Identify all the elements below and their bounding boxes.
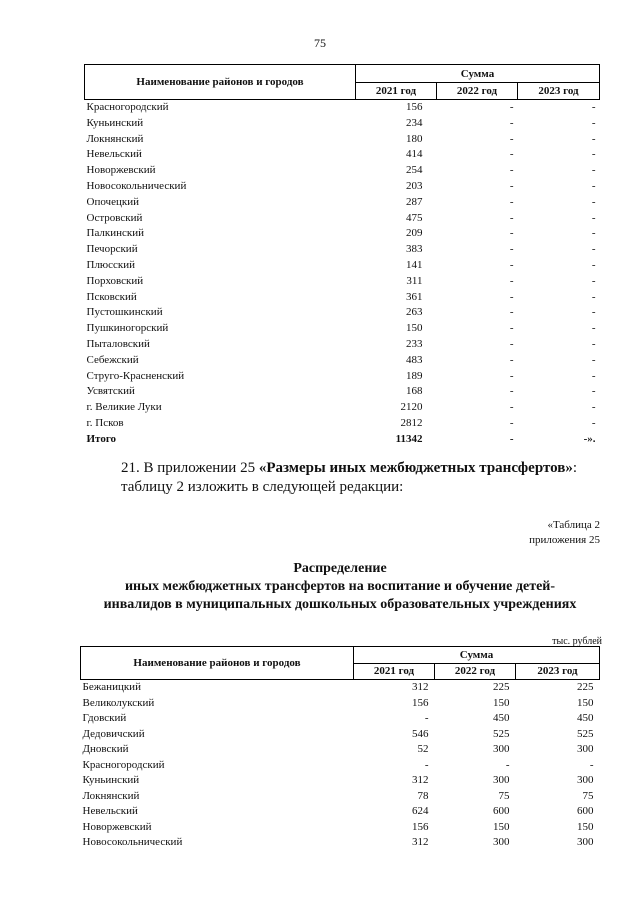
- row-value-2021: -: [424, 758, 429, 771]
- row-value-2021: 254: [406, 164, 423, 177]
- transfers-table-1: [84, 64, 600, 448]
- row-value-2021: 483: [406, 353, 423, 366]
- row-name-cell: Красногородский: [82, 758, 165, 771]
- table-row: [85, 290, 600, 306]
- row-value-2023: -: [591, 353, 596, 366]
- row-name-cell: Плюсский: [86, 258, 136, 271]
- total-value-2021: 11342: [395, 432, 423, 445]
- row-value-2022: -: [509, 101, 514, 113]
- row-name-cell: Палкинский: [86, 227, 145, 240]
- table-row: [81, 696, 600, 712]
- column-header-sum: Сумма: [354, 647, 600, 664]
- row-value-2022: -: [509, 306, 514, 319]
- row-value-2023: -: [591, 274, 596, 287]
- row-value-2022: 150: [493, 696, 510, 709]
- table-row: [85, 274, 600, 290]
- row-value-2023: -: [589, 758, 594, 771]
- row-value-2023: -: [591, 416, 596, 429]
- transfers-table-2: [80, 646, 600, 851]
- table-row: [85, 400, 600, 416]
- column-header-2021: 2021 год: [354, 663, 435, 680]
- row-value-2022: -: [509, 148, 514, 161]
- table-row: [81, 742, 600, 758]
- row-name-cell: Струго-Красненский: [86, 369, 185, 382]
- heading-line3: инвалидов в муниципальных дошкольных образовательных учреждениях: [103, 597, 577, 612]
- table-row: [85, 116, 600, 132]
- total-row: [85, 432, 600, 448]
- row-value-2021: 168: [406, 385, 423, 398]
- row-value-2021: 156: [406, 101, 423, 113]
- table-row: [85, 353, 600, 369]
- row-value-2021: 141: [406, 258, 423, 271]
- row-value-2022: 300: [493, 743, 510, 755]
- column-header-2022: 2022 год: [437, 83, 518, 100]
- table-row: [85, 305, 600, 321]
- table-row: [85, 147, 600, 163]
- table-row: [85, 337, 600, 353]
- row-value-2022: -: [509, 227, 514, 240]
- total-label: Итого: [86, 432, 117, 445]
- paragraph-bold-title: «Размеры иных межбюджетных трансфертов»: [258, 460, 573, 476]
- table-row: [85, 369, 600, 385]
- row-name-cell: Пушкиногорский: [86, 322, 169, 335]
- row-name-cell: Невельский: [86, 148, 142, 161]
- row-name-cell: Красногородский: [86, 101, 169, 113]
- row-value-2022: -: [509, 211, 514, 224]
- column-header-name: Наименование районов и городов: [85, 65, 356, 100]
- column-header-sum: Сумма: [356, 65, 600, 83]
- row-value-2021: 234: [406, 116, 423, 129]
- table-row: [85, 163, 600, 179]
- row-value-2021: 312: [412, 836, 429, 848]
- row-value-2021: 156: [412, 820, 429, 833]
- row-name-cell: Локнянский: [86, 132, 144, 145]
- row-value-2023: -: [591, 258, 596, 271]
- row-name-cell: Новоржевский: [86, 164, 156, 177]
- row-value-2021: 189: [406, 369, 423, 382]
- row-name-cell: Новосокольнический: [82, 836, 183, 848]
- table-row: [81, 680, 600, 696]
- row-name-cell: Куньинский: [86, 116, 144, 129]
- row-value-2023: -: [591, 132, 596, 145]
- row-name-cell: Великолукский: [82, 696, 155, 709]
- table-row: [85, 195, 600, 211]
- row-value-2021: 156: [412, 696, 429, 709]
- row-value-2023: -: [591, 322, 596, 335]
- column-header-2023: 2023 год: [518, 83, 600, 100]
- table-row: [85, 321, 600, 337]
- row-value-2022: -: [509, 337, 514, 350]
- total-value-2023: -».: [583, 432, 596, 445]
- row-name-cell: Гдовский: [82, 712, 127, 724]
- row-value-2022: -: [509, 416, 514, 429]
- row-value-2023: 600: [577, 805, 594, 817]
- row-value-2021: -: [424, 712, 429, 724]
- row-name-cell: Невельский: [82, 805, 138, 817]
- row-value-2022: -: [509, 274, 514, 287]
- row-name-cell: Псковский: [86, 290, 137, 303]
- row-name-cell: Локнянский: [82, 789, 140, 802]
- row-value-2021: 2812: [400, 416, 423, 429]
- row-value-2021: 546: [412, 727, 429, 740]
- row-value-2021: 361: [406, 290, 423, 303]
- table-row: [85, 242, 600, 258]
- row-value-2022: -: [509, 401, 514, 414]
- row-value-2022: -: [509, 243, 514, 256]
- row-value-2023: 225: [577, 681, 594, 693]
- row-value-2022: -: [509, 322, 514, 335]
- row-value-2021: 383: [406, 243, 423, 256]
- table-row: [81, 758, 600, 774]
- row-value-2023: -: [591, 179, 596, 192]
- paragraph-prefix: 21. В приложении 25: [121, 460, 259, 476]
- row-name-cell: Островский: [86, 211, 143, 224]
- column-header-2022: 2022 год: [435, 663, 516, 680]
- table-row: [81, 835, 600, 851]
- table-row: [85, 100, 600, 116]
- row-value-2022: -: [509, 132, 514, 145]
- row-value-2022: -: [509, 164, 514, 177]
- total-value-2022: -: [509, 432, 514, 445]
- row-value-2021: 2120: [400, 401, 423, 414]
- row-value-2023: 450: [577, 712, 594, 724]
- column-header-name: Наименование районов и городов: [81, 647, 354, 680]
- row-value-2021: 312: [412, 681, 429, 693]
- row-value-2023: 150: [577, 696, 594, 709]
- amendment-paragraph: [121, 459, 601, 497]
- row-value-2023: -: [591, 164, 596, 177]
- row-value-2023: 525: [577, 727, 594, 740]
- table-caption-line2: приложения 25: [529, 534, 600, 546]
- row-value-2023: 300: [577, 774, 594, 786]
- row-value-2022: -: [509, 290, 514, 303]
- row-value-2021: 414: [406, 148, 423, 161]
- row-value-2021: 624: [412, 805, 429, 817]
- row-value-2021: 233: [406, 337, 423, 350]
- row-value-2022: 450: [493, 712, 510, 724]
- column-header-2023: 2023 год: [516, 663, 600, 680]
- row-value-2021: 180: [406, 132, 423, 145]
- row-name-cell: Новоржевский: [82, 820, 152, 833]
- row-name-cell: Куньинский: [82, 774, 140, 786]
- table-body: [85, 100, 600, 448]
- row-value-2023: -: [591, 337, 596, 350]
- row-name-cell: Усвятский: [86, 385, 135, 398]
- paragraph-suffix: : таблицу 2 изложить в следующей редакции:: [121, 460, 578, 495]
- table-row: [81, 804, 600, 820]
- row-value-2021: 475: [406, 211, 423, 224]
- row-value-2022: 525: [493, 727, 510, 740]
- row-name-cell: Бежаницкий: [82, 681, 141, 693]
- row-name-cell: Печорский: [86, 243, 138, 256]
- row-value-2023: -: [591, 227, 596, 240]
- row-value-2023: -: [591, 195, 596, 208]
- row-value-2021: 78: [417, 789, 429, 802]
- row-name-cell: Пыталовский: [86, 337, 150, 350]
- row-value-2023: 150: [577, 820, 594, 833]
- row-name-cell: Опочецкий: [86, 195, 139, 208]
- row-value-2022: 600: [493, 805, 510, 817]
- heading-line1: Распределение: [293, 561, 387, 576]
- table-row: [81, 820, 600, 836]
- row-name-cell: г. Великие Луки: [86, 401, 162, 414]
- row-name-cell: Пустошкинский: [86, 306, 163, 319]
- row-value-2023: 300: [577, 836, 594, 848]
- row-value-2023: -: [591, 116, 596, 129]
- units-label: тыс. рублей: [552, 636, 602, 647]
- row-value-2022: -: [509, 179, 514, 192]
- row-value-2022: 225: [493, 681, 510, 693]
- table-row: [81, 727, 600, 743]
- table-row: [81, 773, 600, 789]
- column-header-2021: 2021 год: [356, 83, 437, 100]
- row-value-2021: 203: [406, 179, 423, 192]
- row-name-cell: Новосокольнический: [86, 179, 187, 192]
- row-value-2021: 311: [406, 274, 423, 287]
- page-number: 75: [314, 36, 326, 50]
- row-value-2022: -: [509, 195, 514, 208]
- row-value-2021: 312: [412, 774, 429, 786]
- table-row: [85, 258, 600, 274]
- row-value-2022: 150: [493, 820, 510, 833]
- row-value-2022: 300: [493, 774, 510, 786]
- row-value-2023: -: [591, 211, 596, 224]
- table-row: [81, 789, 600, 805]
- table-body: [81, 680, 600, 851]
- row-value-2022: -: [505, 758, 510, 771]
- row-value-2022: 75: [498, 789, 510, 802]
- table-row: [85, 211, 600, 227]
- row-value-2022: -: [509, 353, 514, 366]
- table-row: [85, 226, 600, 242]
- row-value-2023: -: [591, 148, 596, 161]
- row-name-cell: Себежский: [86, 353, 139, 366]
- table-row: [85, 132, 600, 148]
- row-name-cell: г. Псков: [86, 416, 124, 429]
- heading-line2: иных межбюджетных трансфертов на воспитание и обучение детей-: [124, 579, 556, 594]
- table-row: [81, 711, 600, 727]
- row-value-2023: 300: [577, 743, 594, 755]
- row-value-2023: -: [591, 243, 596, 256]
- table-row: [85, 416, 600, 432]
- table-caption-line1: «Таблица 2: [547, 519, 600, 531]
- row-value-2022: 300: [493, 836, 510, 848]
- row-value-2023: -: [591, 306, 596, 319]
- table-row: [85, 179, 600, 195]
- row-value-2022: -: [509, 369, 514, 382]
- row-value-2021: 150: [406, 322, 423, 335]
- row-value-2023: -: [591, 385, 596, 398]
- table-row: [85, 384, 600, 400]
- row-value-2023: -: [591, 369, 596, 382]
- row-value-2021: 263: [406, 306, 423, 319]
- row-value-2023: -: [591, 401, 596, 414]
- row-value-2022: -: [509, 385, 514, 398]
- row-value-2021: 287: [406, 195, 423, 208]
- row-name-cell: Дедовичский: [82, 727, 145, 740]
- row-value-2023: 75: [582, 789, 594, 802]
- row-name-cell: Дновский: [82, 743, 129, 755]
- row-value-2021: 52: [417, 743, 429, 755]
- row-value-2022: -: [509, 258, 514, 271]
- row-value-2023: -: [591, 101, 596, 113]
- row-value-2022: -: [509, 116, 514, 129]
- row-name-cell: Порховский: [86, 274, 144, 287]
- row-value-2023: -: [591, 290, 596, 303]
- row-value-2021: 209: [406, 227, 423, 240]
